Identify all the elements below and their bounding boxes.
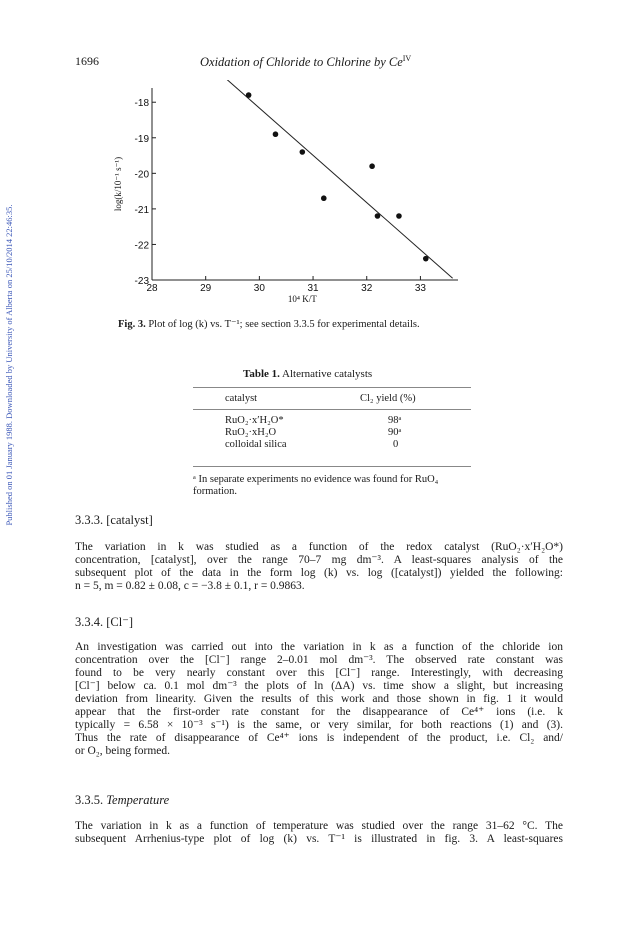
- running-title: [200, 54, 411, 70]
- running-title-sup: IV: [402, 54, 412, 63]
- x-tick-label: 33: [414, 283, 426, 294]
- paragraph-line: The variation in k as a function of temperature was studied over the range 31–62 °C. The: [75, 820, 563, 832]
- paragraph-temperature: [75, 820, 563, 846]
- data-point: [369, 163, 375, 169]
- y-axis-label: log(k/10⁻¹ s⁻¹): [113, 156, 123, 212]
- table-header-yield: Cl₂ yield (%): [360, 393, 416, 404]
- figure-3-chart: [100, 80, 480, 310]
- table-footnote: ᵃ In separate experiments no evidence was found for RuO₄ formation.: [193, 474, 439, 497]
- section-number: 3.3.3.: [75, 513, 104, 527]
- page-number: 1696: [75, 54, 99, 68]
- table-header-catalyst: catalyst: [225, 393, 258, 404]
- table-bottom-rule: [193, 466, 471, 467]
- download-notice: [2, 150, 16, 580]
- y-tick-label: -23: [134, 276, 149, 287]
- section-number: 3.3.4.: [75, 615, 104, 629]
- data-point: [246, 92, 252, 98]
- paragraph-line: found to be very nearly constant over this [Cl⁻] range. Interestingly, with decreasing: [75, 667, 563, 679]
- section-title: Temperature: [106, 793, 170, 807]
- running-title-text: Oxidation of Chloride to Chlorine by Ce: [200, 55, 403, 70]
- paragraph-line: subsequent plot of the data in the form log (k) vs. log ([catalyst]) yielded the following:: [75, 567, 563, 579]
- paragraph-line: The variation in k was studied as a function of the redox catalyst (RuO₂·x′H₂O*): [75, 541, 563, 553]
- x-tick-label: 28: [146, 283, 158, 294]
- data-point: [396, 213, 402, 219]
- table-cell: 90ᵃ: [388, 427, 402, 438]
- data-point: [375, 213, 381, 219]
- paragraph-chloride: [75, 641, 563, 758]
- section-number: 3.3.5.: [75, 793, 104, 807]
- x-tick-label: 31: [307, 283, 319, 294]
- table-title-text: Alternative catalysts: [282, 368, 373, 380]
- figure-caption-label: Fig. 3.: [118, 319, 146, 330]
- section-title: [Cl⁻]: [106, 615, 133, 629]
- table-cell: 0: [393, 439, 399, 450]
- y-tick-label: -19: [134, 133, 149, 145]
- paragraph-line: n = 5, m = 0.82 ± 0.08, c = −3.8 ± 0.1, r = 0.9863.: [75, 580, 305, 592]
- table-header-rule: [193, 409, 471, 410]
- data-point: [273, 131, 279, 137]
- table-cell: RuO₂·x′H₂O*: [225, 415, 284, 426]
- x-tick-label: 32: [361, 283, 373, 294]
- paragraph-line: [Cl⁻] below ca. 0.1 mol dm⁻³ the plots of ln (ΔA) vs. time show a slight, but increasing: [75, 680, 563, 692]
- x-axis-label: 10⁴ K/T: [287, 294, 317, 304]
- x-tick-label: 29: [200, 283, 212, 294]
- paragraph-line: concentration over the [Cl⁻] range 2–0.01 mol dm⁻³. The observed rate constant was: [75, 654, 563, 666]
- paragraph-line: Thus the rate of disappearance of Ce⁴⁺ ions is independent of the product, i.e. Cl₂ and/: [75, 732, 563, 744]
- figure-caption: [118, 318, 538, 330]
- x-tick-label: 30: [253, 283, 265, 294]
- y-tick-label: -21: [134, 204, 149, 216]
- y-tick-label: -20: [134, 169, 149, 181]
- figure-caption-text: Plot of log (k) vs. T⁻¹; see section 3.3.5 for experimental details.: [148, 319, 420, 330]
- paragraph-line: deviation from linearity. Given the results of this work and those shown in fig. 1 it would: [75, 693, 563, 705]
- data-point: [321, 195, 327, 201]
- table-cell: RuO₂·xH₂O: [225, 427, 277, 438]
- y-tick-label: -18: [134, 98, 149, 110]
- paragraph-line: concentration, [catalyst], over the range 70–7 mg dm⁻³. A least-squares analysis of the: [75, 554, 563, 566]
- table-cell: colloidal silica: [225, 439, 287, 450]
- paragraph-line: typically = 6.58 × 10⁻³ s⁻¹) is the same, or very similar, for both reactions (1) and (3).: [75, 719, 563, 731]
- data-point: [423, 256, 429, 262]
- y-tick-label: -22: [134, 240, 149, 252]
- section-heading: [75, 793, 169, 808]
- download-notice-text: Published on 01 January 1988. Downloaded by University of Alberta on 25/10/2014 22:46:35.: [4, 204, 14, 526]
- paragraph-line: An investigation was carried out into the variation in k as a function of the chloride ion: [75, 641, 563, 653]
- table-title: [243, 368, 372, 380]
- table-top-rule: [193, 387, 471, 388]
- section-heading: [75, 513, 153, 528]
- table-label: Table 1.: [243, 368, 280, 380]
- data-point: [300, 149, 306, 155]
- paragraph-line: or O₂, being formed.: [75, 745, 171, 757]
- section-title: [catalyst]: [106, 513, 153, 527]
- table-cell: 98ᵃ: [388, 415, 402, 426]
- paragraph-line: appear that the first-order rate constant for the disappearance of Ce⁴⁺ ions (i.e. k: [75, 706, 563, 718]
- paragraph-catalyst: [75, 541, 563, 593]
- paragraph-line: subsequent Arrhenius-type plot of log (k) vs. T⁻¹ is illustrated in fig. 3. A least-squares: [75, 833, 563, 845]
- section-heading: [75, 614, 133, 630]
- fit-line: [216, 80, 452, 278]
